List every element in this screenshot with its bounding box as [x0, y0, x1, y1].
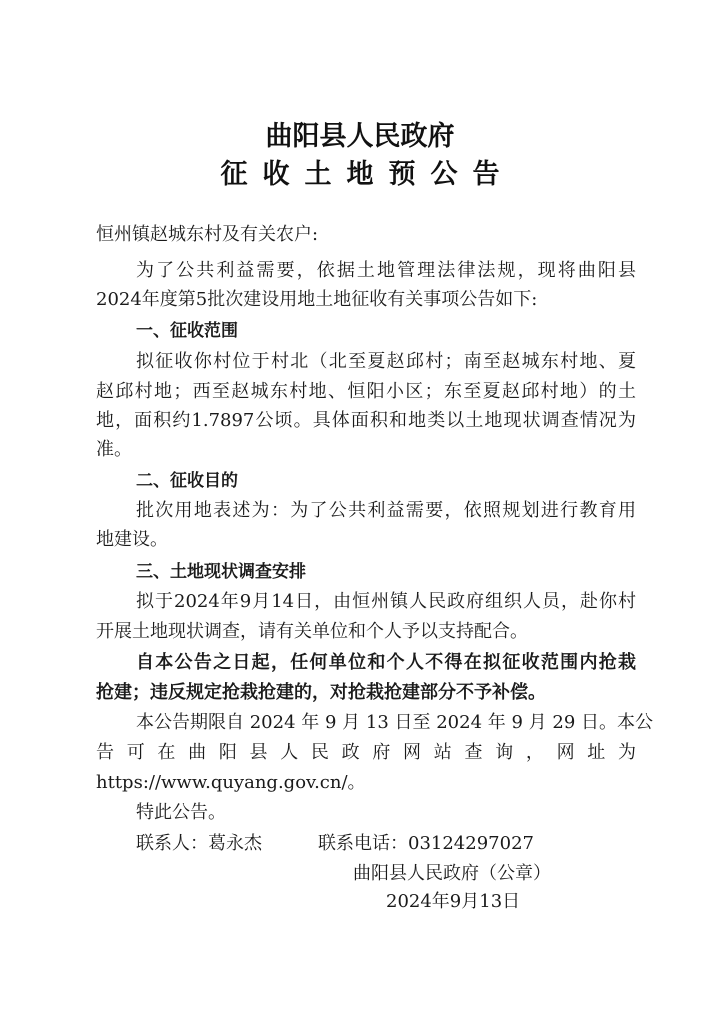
notice-bold-text: 抢建；违反规定抢栽抢建的，对抢栽抢建部分不予补偿。 [96, 682, 546, 703]
website-url: https://www.quyang.gov.cn/。 [96, 772, 366, 793]
section-text: 拟征收你村位于村北（北至夏赵邱村；南至赵城东村地、夏 [136, 351, 636, 372]
period-text: 告 可 在 曲 阳 县 人 民 政 府 网 站 查 询 ， 网 址 为 [96, 742, 636, 763]
section-text: 赵邱村地；西至赵城东村地、恒阳小区；东至夏赵邱村地）的土 [96, 381, 636, 402]
closing-text: 特此公告。 [136, 802, 226, 823]
section-heading-purpose: 二、征收目的 [136, 471, 238, 491]
intro-line: 为了公共利益需要，依据土地管理法律法规，现将曲阳县 [136, 260, 636, 281]
contact-phone: 联系电话：03124297027 [318, 833, 534, 854]
intro-line: 2024年度第5批次建设用地土地征收有关事项公告如下: [96, 289, 538, 310]
section-text: 准。 [96, 439, 132, 460]
notice-bold-text: 自本公告之日起，任何单位和个人不得在拟征收范围内抢栽 [136, 652, 636, 673]
contact-person: 联系人：葛永杰 [136, 833, 262, 854]
section-text: 开展土地现状调查，请有关单位和个人予以支持配合。 [96, 621, 528, 642]
page-subtitle: 征收土地预公告 [220, 159, 515, 190]
section-text: 拟于2024年9月14日，由恒州镇人民政府组织人员，赴你村 [136, 591, 636, 612]
page-title: 曲阳县人民政府 [265, 121, 455, 152]
section-heading-scope: 一、征收范围 [136, 321, 238, 341]
signature: 曲阳县人民政府（公章） [353, 863, 551, 884]
section-text: 批次用地表述为：为了公共利益需要，依照规划进行教育用 [136, 500, 636, 521]
salutation: 恒州镇赵城东村及有关农户: [96, 224, 319, 245]
section-text: 地建设。 [96, 529, 168, 550]
section-text: 地，面积约1.7897公顷。具体面积和地类以土地现状调查情况为 [96, 410, 636, 431]
period-text: 本公告期限自 2024 年 9 月 13 日至 2024 年 9 月 29 日。本公 [136, 712, 653, 733]
section-heading-survey: 三、土地现状调查安排 [136, 562, 306, 582]
notice-date: 2024年9月13日 [386, 891, 521, 912]
